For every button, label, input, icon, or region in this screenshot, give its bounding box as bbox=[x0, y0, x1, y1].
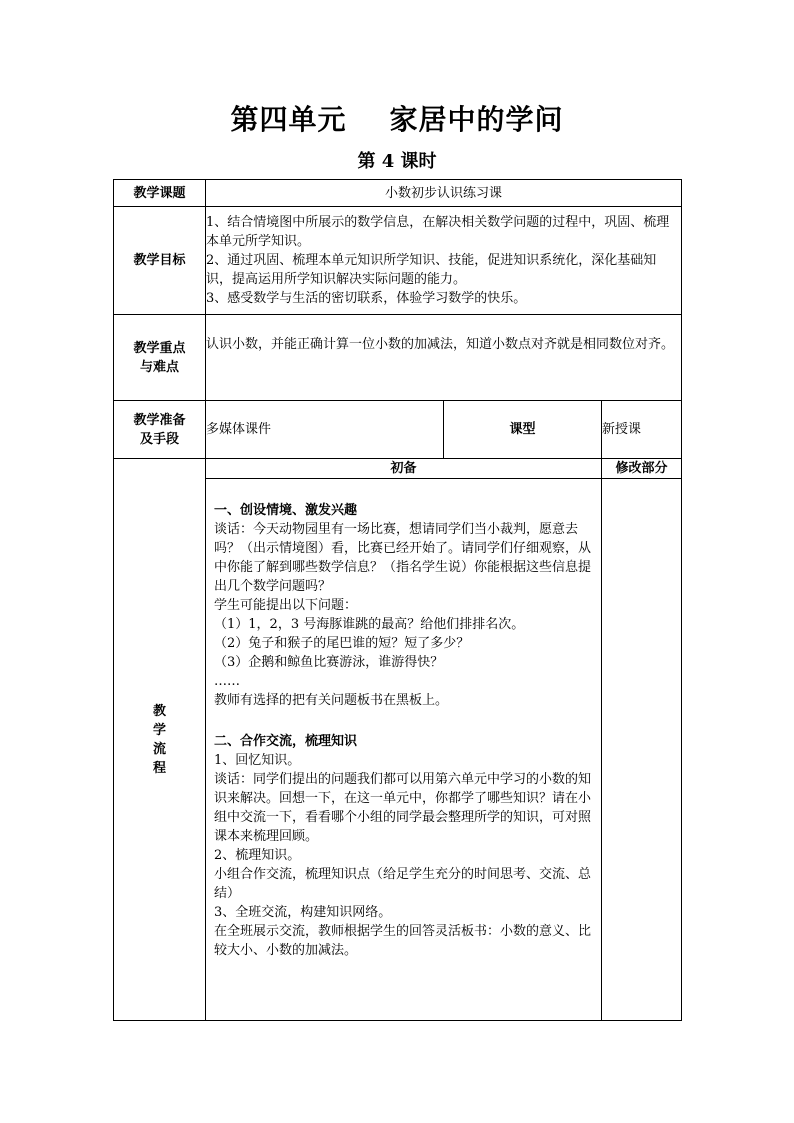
flow-paragraph: 小组合作交流，梳理知识点（给足学生充分的时间思考、交流、总结） bbox=[214, 867, 592, 901]
flow-paragraph: 学生可能提出以下问题： bbox=[214, 598, 358, 613]
flow-paragraph: 教师有选择的把有关问题板书在黑板上。 bbox=[214, 693, 449, 708]
goals-value bbox=[206, 207, 682, 315]
flow-paragraph: （2）兔子和猴子的尾巴谁的短？短了多少？ bbox=[214, 636, 470, 651]
flow-paragraph: （1）1，2，3 号海豚谁跳的最高？给他们排排名次。 bbox=[214, 617, 525, 632]
flow-paragraph: 谈话：同学们提出的问题我们都可以用第六单元中学习的小数的知识来解决。回想一下，在这一单元中，你都学了哪些知识？请在小组中交流一下，看看哪个小组的同学最会整理所学的知识，可对照课本来梳理回顾。 bbox=[214, 772, 592, 844]
flow-paragraph: 谈话：今天动物园里有一场比赛，想请同学们当小裁判，愿意去吗？（出示情境图）看，比赛已经开始了。请同学们仔细观察，从中你能了解到哪些数学信息？（指名学生说）你能根据这些信息提出几个数学问题吗？ bbox=[214, 522, 592, 594]
revision-column-header: 修改部分 bbox=[602, 459, 682, 479]
key-points-label: 教学重点 与难点 bbox=[114, 315, 206, 401]
topic-row bbox=[114, 180, 682, 207]
flow-paragraph: 1、回忆知识。 bbox=[214, 753, 301, 768]
draft-column-header: 初备 bbox=[206, 459, 602, 479]
lesson-type-value: 新授课 bbox=[602, 401, 682, 459]
key-points-row bbox=[114, 315, 682, 401]
flow-content bbox=[206, 479, 602, 1021]
flow-paragraph: （3）企鹅和鲸鱼比赛游泳，谁游得快？ bbox=[214, 655, 444, 670]
lesson-type-label: 课型 bbox=[444, 401, 602, 459]
flow-label: 教 学 流 程 bbox=[114, 459, 206, 1021]
flow-paragraph: 3、全班交流，构建知识网络。 bbox=[214, 905, 392, 920]
revision-column bbox=[602, 479, 682, 1021]
goals-label: 教学目标 bbox=[114, 207, 206, 315]
flow-paragraph: …… bbox=[214, 674, 240, 689]
prep-row bbox=[114, 401, 682, 459]
flow-paragraph: 2、梳理知识。 bbox=[214, 848, 301, 863]
topic-label: 教学课题 bbox=[114, 180, 206, 207]
goal-item: 3、感受数学与生活的密切联系，体验学习数学的快乐。 bbox=[206, 291, 527, 306]
key-points-value: 认识小数，并能正确计算一位小数的加减法，知道小数点对齐就是相同数位对齐。 bbox=[206, 315, 682, 401]
goal-item: 2、通过巩固、梳理本单元知识所学知识、技能，促进知识系统化，深化基础知识，提高运用所学知识解决实际问题的能力。 bbox=[206, 253, 657, 287]
flow-paragraph: 在全班展示交流，教师根据学生的回答灵活板书：小数的意义、比较大小、小数的加减法。 bbox=[214, 924, 592, 958]
flow-header-row bbox=[114, 459, 682, 479]
goals-row bbox=[114, 207, 682, 315]
goal-item: 1、结合情境图中所展示的数学信息，在解决相关数学问题的过程中，巩固、梳理本单元所学知识。 bbox=[206, 215, 670, 249]
section-title: 二、合作交流，梳理知识 bbox=[214, 734, 358, 749]
prep-label: 教学准备 及手段 bbox=[114, 401, 206, 459]
page-title: 第四单元 家居中的学问 bbox=[230, 103, 564, 136]
prep-value: 多媒体课件 bbox=[206, 401, 444, 459]
lesson-subtitle: 第 4 课时 bbox=[357, 151, 437, 172]
section-title: 一、创设情境、激发兴趣 bbox=[214, 503, 358, 518]
lesson-plan-table bbox=[113, 179, 682, 1021]
topic-value: 小数初步认识练习课 bbox=[206, 180, 682, 207]
